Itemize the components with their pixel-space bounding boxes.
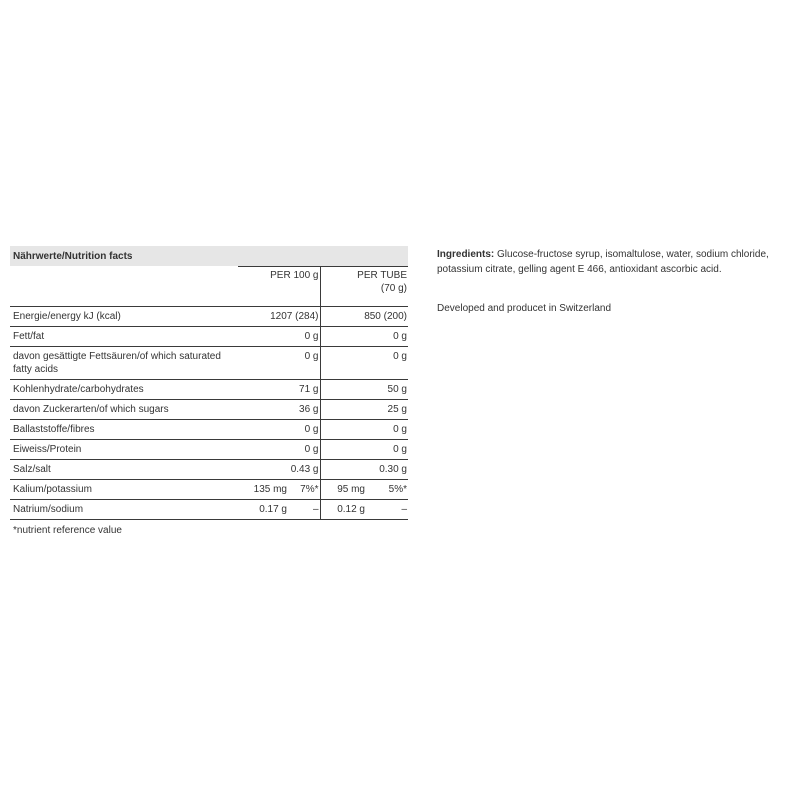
pertube-value: 50 g xyxy=(320,380,408,400)
table-row xyxy=(10,307,408,327)
per100-nrv: – xyxy=(288,500,320,520)
table-row xyxy=(10,480,408,500)
pertube-value: 0 g xyxy=(320,420,408,440)
per100-value: 36 g xyxy=(238,400,320,420)
footnote: *nutrient reference value xyxy=(13,525,122,536)
nutrient-label: davon gesättigte Fettsäuren/of which saturated fatty acids xyxy=(10,347,238,380)
per100-value: 1207 (284) xyxy=(238,307,320,327)
per100-nrv: 7%* xyxy=(288,480,320,500)
pertube-value: 0 g xyxy=(320,327,408,347)
nutrient-label: Natrium/sodium xyxy=(10,500,238,520)
nutrient-label: Kalium/potassium xyxy=(10,480,238,500)
nutrition-grid xyxy=(10,266,408,520)
pertube-value: 0 g xyxy=(320,440,408,460)
pertube-value: 0 g xyxy=(320,347,408,380)
per100-value: 0 g xyxy=(238,420,320,440)
per100-value: 0 g xyxy=(238,327,320,347)
table-row xyxy=(10,420,408,440)
per100-value: 0 g xyxy=(238,347,320,380)
table-row xyxy=(10,380,408,400)
ingredients xyxy=(437,247,793,277)
pertube-header-line2: (70 g) xyxy=(380,283,407,294)
per100-value: 0.43 g xyxy=(238,460,320,480)
header-empty-cell xyxy=(10,267,238,307)
table-row xyxy=(10,440,408,460)
pertube-value: 0.12 g xyxy=(320,500,366,520)
table-row xyxy=(10,460,408,480)
per100-value: 135 mg xyxy=(238,480,288,500)
nutrient-label: Energie/energy kJ (kcal) xyxy=(10,307,238,327)
header-row xyxy=(10,267,408,307)
nutrient-label: Salz/salt xyxy=(10,460,238,480)
ingredients-label: Ingredients: xyxy=(437,249,495,260)
pertube-header-line1: PER TUBE xyxy=(357,270,407,281)
pertube-value: 95 mg xyxy=(320,480,366,500)
pertube-value: 25 g xyxy=(320,400,408,420)
table-row xyxy=(10,347,408,380)
per100-value: 0 g xyxy=(238,440,320,460)
pertube-nrv: 5%* xyxy=(366,480,408,500)
pertube-value: 0.30 g xyxy=(320,460,408,480)
nutrient-label: Fett/fat xyxy=(10,327,238,347)
per100-value: 0.17 g xyxy=(238,500,288,520)
developed-note: Developed and producet in Switzerland xyxy=(437,303,611,314)
table-row xyxy=(10,327,408,347)
table-row xyxy=(10,400,408,420)
nutrition-title: Nährwerte/Nutrition facts xyxy=(10,246,408,266)
ingredients-text: Glucose-fructose syrup, isomaltulose, water, sodium chloride, potassium citrate, gelling agent E 466, antioxidant ascorbic acid. xyxy=(437,249,769,275)
table-row xyxy=(10,500,408,520)
nutrient-label: Kohlenhydrate/carbohydrates xyxy=(10,380,238,400)
nutrition-facts-table xyxy=(10,246,408,541)
nutrient-label: davon Zuckerarten/of which sugars xyxy=(10,400,238,420)
nutrient-label: Eiweiss/Protein xyxy=(10,440,238,460)
pertube-nrv: – xyxy=(366,500,408,520)
per100-header: PER 100 g xyxy=(238,267,320,307)
pertube-header xyxy=(320,267,408,307)
per100-value: 71 g xyxy=(238,380,320,400)
pertube-value: 850 (200) xyxy=(320,307,408,327)
nutrient-label: Ballaststoffe/fibres xyxy=(10,420,238,440)
